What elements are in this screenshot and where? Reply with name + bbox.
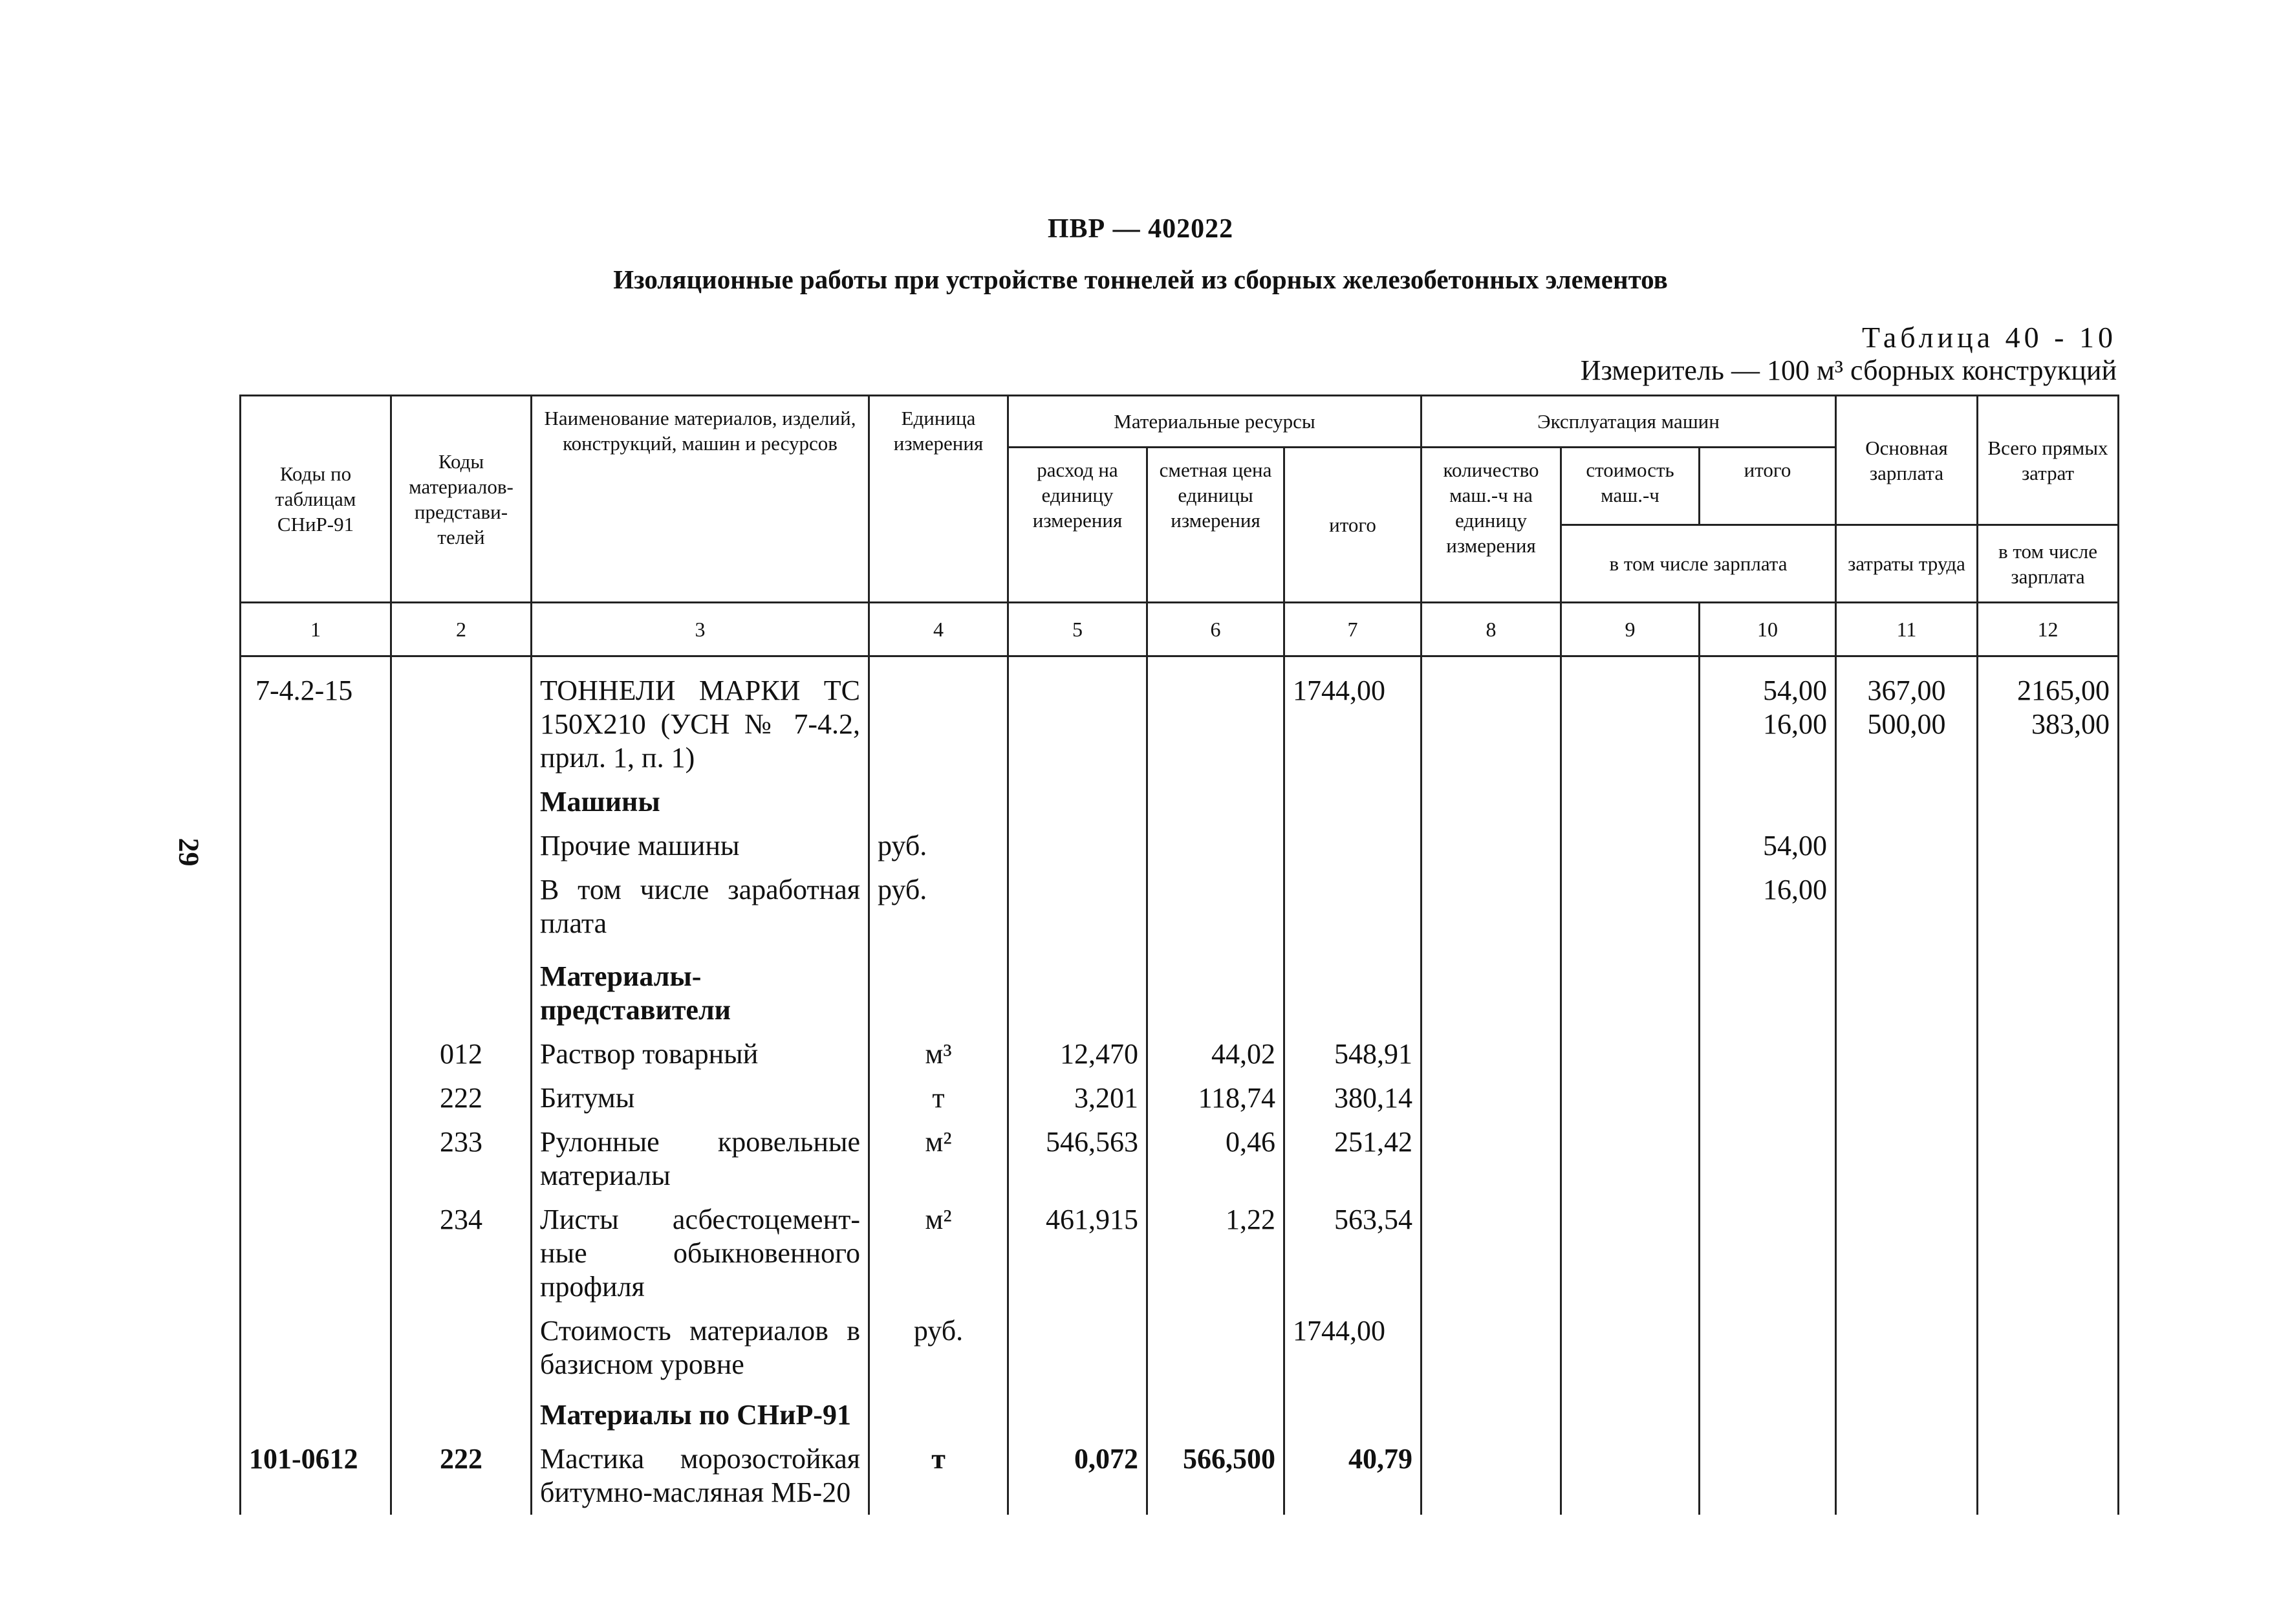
section-title-representatives: Материалы-представители (532, 946, 869, 1032)
page-subtitle: Изоляционные работы при устройстве тоннелей из сборных железобетонных элементов (613, 265, 1668, 294)
page-number: 29 (173, 838, 205, 867)
header-machines-total: итого (1700, 448, 1836, 525)
table-label: Таблица 40 - 10 (1861, 321, 2117, 354)
table-row (241, 1076, 2119, 1120)
header-machine-hours: количество маш.-ч на единицу измерения (1422, 448, 1561, 603)
rep-price: 44,02 (1147, 1032, 1284, 1076)
rep-price: 0,46 (1147, 1120, 1284, 1198)
column-number: 6 (1147, 603, 1284, 656)
main-direct-total: 2165,00 (2017, 675, 2110, 706)
table-row (241, 868, 2119, 946)
header-base-salary: Основная зарплата (1836, 396, 1978, 525)
snir-total: 40,79 (1284, 1437, 1422, 1515)
main-direct-salary: 383,00 (2031, 708, 2110, 740)
rep-unit: м² (869, 1120, 1008, 1198)
base-cost-label: Стоимость материалов в базисном уровне (532, 1309, 869, 1387)
rep-code: 234 (391, 1198, 532, 1309)
column-number: 10 (1700, 603, 1836, 656)
column-number: 3 (532, 603, 869, 656)
table-row (241, 1032, 2119, 1076)
rep-total: 563,54 (1284, 1198, 1422, 1309)
measure-label: Измеритель — 100 м³ сборных конструкций (1580, 354, 2117, 386)
table-row (241, 1309, 2119, 1387)
main-name: ТОННЕЛИ МАРКИ ТС 150Х210 (УСН № 7-4.2, прил. 1, п. 1) (532, 656, 869, 781)
header-direct-costs: Всего прямых затрат (1978, 396, 2119, 525)
header-unit-price: сметная цена единицы измерения (1147, 448, 1284, 603)
column-number: 7 (1284, 603, 1422, 656)
machines-salary-total: 16,00 (1700, 868, 1836, 946)
header-including-salary-total: в том числе зарплата (1978, 525, 2119, 603)
rep-total: 548,91 (1284, 1032, 1422, 1076)
header-including-salary: в том числе зарплата (1561, 525, 1836, 603)
header-rate-per-unit: расход на единицу измерения (1008, 448, 1147, 603)
other-machines-unit: руб. (869, 824, 1008, 868)
main-materials-total: 1744,00 (1284, 656, 1422, 781)
column-number: 4 (869, 603, 1008, 656)
header-name: Наименование материалов, изделий, конструкций, машин и ресурсов (532, 396, 869, 603)
rep-total: 251,42 (1284, 1120, 1422, 1198)
column-number: 12 (1978, 603, 2119, 656)
table-row (241, 1437, 2119, 1515)
rep-unit: т (869, 1076, 1008, 1120)
main-labor: 500,00 (1867, 708, 1946, 740)
main-machines-cell (1700, 656, 1836, 781)
resource-table (239, 395, 2119, 1515)
rep-total: 380,14 (1284, 1076, 1422, 1120)
rep-code: 012 (391, 1032, 532, 1076)
main-machines-salary: 16,00 (1763, 708, 1828, 740)
rep-code: 222 (391, 1076, 532, 1120)
header-snir-codes: Коды по таблицам СНиР-91 (241, 396, 391, 603)
header-material-resources: Материальные ресурсы (1008, 396, 1422, 448)
rep-name: Раствор товарный (532, 1032, 869, 1076)
other-machines-label: Прочие машины (532, 824, 869, 868)
column-number: 5 (1008, 603, 1147, 656)
snir-rep-code: 222 (391, 1437, 532, 1515)
column-number: 2 (391, 603, 532, 656)
table-row-section (241, 1387, 2119, 1437)
main-base-salary: 367,00 (1867, 675, 1946, 706)
section-title-machines: Машины (532, 780, 869, 824)
base-cost-total: 1744,00 (1284, 1309, 1422, 1387)
snir-name: Мастика морозостойкая битумно-масляная МБ-20 (532, 1437, 869, 1515)
main-direct-cell (1978, 656, 2119, 781)
table-row (241, 1198, 2119, 1309)
header-materials-total: итого (1284, 448, 1422, 603)
rep-name: Битумы (532, 1076, 869, 1120)
main-machines-total: 54,00 (1763, 675, 1828, 706)
machines-salary-unit: руб. (869, 868, 1008, 946)
machines-salary-label: В том числе заработная плата (532, 868, 869, 946)
column-number: 1 (241, 603, 391, 656)
rep-code: 233 (391, 1120, 532, 1198)
rep-price: 118,74 (1147, 1076, 1284, 1120)
snir-unit: т (869, 1437, 1008, 1515)
page-title: ПВР — 402022 (1047, 214, 1234, 244)
header-machine-hour-cost: стоимость маш.-ч (1561, 448, 1700, 525)
header-unit: Единица измерения (869, 396, 1008, 603)
header-labor-costs: затраты труда (1836, 525, 1978, 603)
table-row-main (241, 656, 2119, 781)
table-row (241, 1120, 2119, 1198)
column-number: 11 (1836, 603, 1978, 656)
rep-unit: м² (869, 1198, 1008, 1309)
rep-unit: м³ (869, 1032, 1008, 1076)
table-row-section (241, 780, 2119, 824)
rep-name: Листы асбестоцемент-ные обыкновенного профиля (532, 1198, 869, 1309)
column-number: 8 (1422, 603, 1561, 656)
header-rep-codes: Коды материалов-представи-телей (391, 396, 532, 603)
rep-rate: 3,201 (1008, 1076, 1147, 1120)
column-number: 9 (1561, 603, 1700, 656)
main-code: 7-4.2-15 (241, 656, 391, 781)
table-row-section (241, 946, 2119, 1032)
rep-rate: 12,470 (1008, 1032, 1147, 1076)
rep-price: 1,22 (1147, 1198, 1284, 1309)
other-machines-total: 54,00 (1700, 824, 1836, 868)
header-machine-operation: Эксплуатация машин (1422, 396, 1836, 448)
base-cost-unit: руб. (869, 1309, 1008, 1387)
snir-rate: 0,072 (1008, 1437, 1147, 1515)
snir-price: 566,500 (1147, 1437, 1284, 1515)
table-row (241, 824, 2119, 868)
rep-rate: 546,563 (1008, 1120, 1147, 1198)
rep-name: Рулонные кровельные материалы (532, 1120, 869, 1198)
main-salary-cell (1836, 656, 1978, 781)
section-title-snir: Материалы по СНиР-91 (532, 1387, 869, 1437)
snir-code: 101-0612 (241, 1437, 391, 1515)
rep-rate: 461,915 (1008, 1198, 1147, 1309)
